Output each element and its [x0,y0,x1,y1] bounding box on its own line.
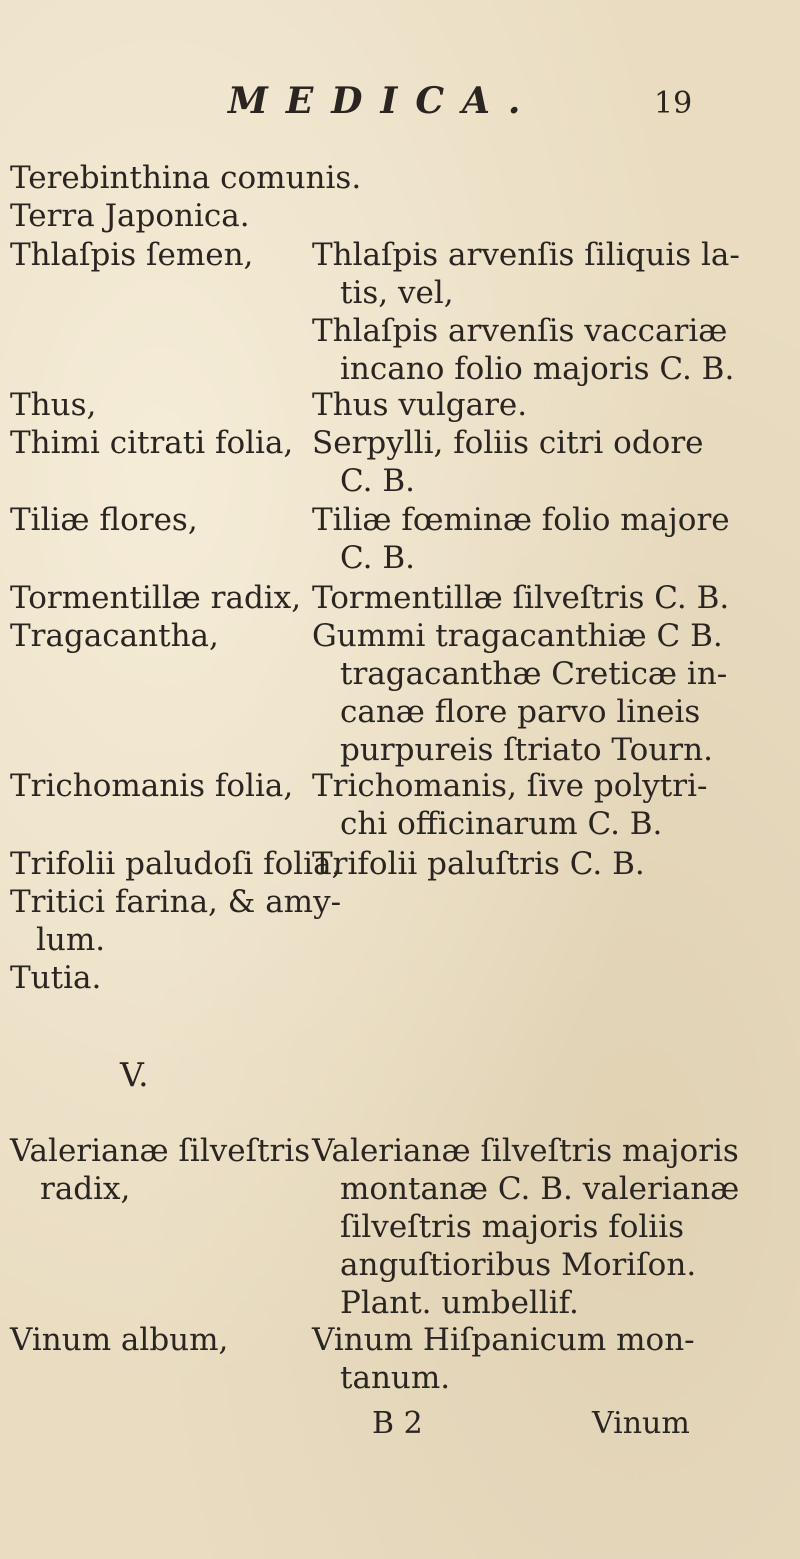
entry-vinum-right-1: Vinum Hiſpanicum mon- [312,1322,695,1358]
entry-thlaspis-right-3: Thlaſpis arvenſis vaccariæ [312,313,728,349]
entry-thimi-right-2: C. B. [340,463,415,499]
entry-valerianae-right-5: Plant. umbellif. [340,1285,579,1321]
page-header [0,80,800,130]
entry-tritici-left-1: Tritici farina, & amy- [10,884,342,920]
entry-trichomanis-left: Trichomanis folia, [10,768,294,804]
entry-valerianae-right-3: ſilveſtris majoris foliis [340,1209,685,1245]
entry-tiliae-left: Tiliæ flores, [10,502,198,538]
page-number: 19 [654,86,693,121]
entry-valerianae-right-1: Valerianæ ſilveſtris majoris [312,1133,739,1169]
entry-terebinthina-left: Terebinthina comunis. [10,160,362,196]
entry-tritici-left-2: lum. [36,922,106,958]
entry-tormentillae-left: Tormentillæ radix, [10,580,302,616]
entry-tragacantha-right-2: tragacanthæ Creticæ in- [340,656,728,692]
entry-thlaspis-right-4: incano folio majoris C. B. [340,351,735,387]
entry-valerianae-left-1: Valerianæ ſilveſtris [10,1133,311,1169]
entry-trifolii-left: Trifolii paludoſi folia, [10,846,342,882]
entry-tragacantha-right-3: canæ flore parvo lineis [340,694,701,730]
entry-tutia-left: Tutia. [10,960,102,996]
entry-valerianae-right-2: montanæ C. B. valerianæ [340,1171,740,1207]
entry-tiliae-right-2: C. B. [340,540,415,576]
entry-valerianae-right-4: anguſtioribus Moriſon. [340,1247,697,1283]
entry-tragacantha-right-1: Gummi tragacanthiæ C B. [312,618,723,654]
entry-tiliae-right-1: Tiliæ fœminæ folio majore [312,502,730,538]
entry-vinum-left: Vinum album, [10,1322,229,1358]
entry-vinum-right-2: tanum. [340,1360,451,1396]
entry-thimi-right-1: Serpylli, foliis citri odore [312,425,704,461]
entry-tragacantha-right-4: purpureis ſtriato Tourn. [340,732,713,768]
entry-thus-left: Thus, [10,387,97,423]
running-title: MEDICA. [228,80,539,122]
entry-tormentillae-right: Tormentillæ ſilveſtris C. B. [312,580,730,616]
entry-thlaspis-right-2: tis, vel, [340,275,454,311]
signature-mark: B 2 [372,1406,423,1441]
entry-thus-right: Thus vulgare. [312,387,528,423]
entry-thlaspis-right-1: Thlaſpis arvenſis ſiliquis la- [312,237,740,273]
entry-tragacantha-left: Tragacantha, [10,618,219,654]
entry-thimi-left: Thimi citrati folia, [10,425,294,461]
entry-thlaspis-left: Thlaſpis ſemen, [10,237,254,273]
catchword: Vinum [592,1406,690,1441]
section-heading-v: V. [120,1055,149,1094]
entry-trichomanis-right-2: chi officinarum C. B. [340,806,663,842]
entry-terra-left: Terra Japonica. [10,198,250,234]
entry-trichomanis-right-1: Trichomanis, ſive polytri- [312,768,708,804]
entry-trifolii-right: Trifolii paluſtris C. B. [312,846,645,882]
entry-valerianae-left-2: radix, [40,1171,131,1207]
